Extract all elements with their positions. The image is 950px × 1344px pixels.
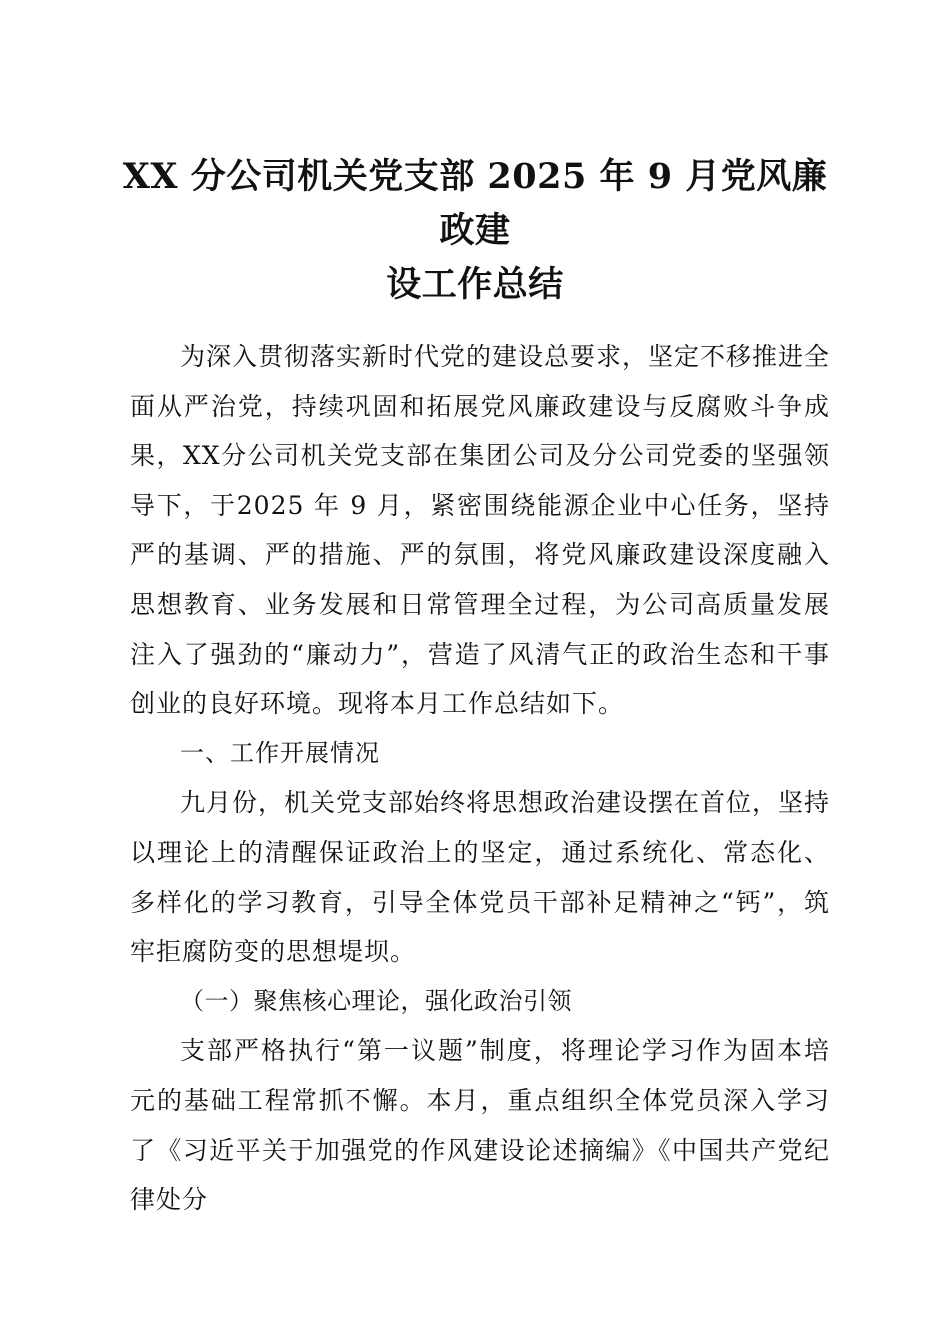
intro-paragraph: 为深入贯彻落实新时代党的建设总要求，坚定不移推进全面从严治党，持续巩固和拓展党风廉政建设与反腐败斗争成果，XX分公司机关党支部在集团公司及分公司党委的坚强领导下，于2025 年 9 月，紧密围绕能源企业中心任务，坚持严的基调、严的措施、严的氛围，将党风廉政建设深度融入思想教育、业务发展和日常管理全过程，为公司高质量发展注入了强劲的“廉动力”，营造了风清气正的政治生态和干事创业的良好环境。现将本月工作总结如下。 <box>130 342 831 719</box>
subsection-paragraph: 支部严格执行“第一议题”制度，将理论学习作为固本培元的基础工程常抓不懈。本月，重点组织全体党员深入学习了《习近平关于加强党的作风建设论述摘编》《中国共产党纪律处分 <box>130 1036 830 1215</box>
document-body <box>130 332 830 1225</box>
title-line-1: XX 分公司机关党支部 2025 年 9 月党风廉政建 <box>122 156 828 251</box>
title-line-2: 设工作总结 <box>386 264 564 305</box>
subsection-heading: （一）聚焦核心理论，强化政治引领 <box>180 986 572 1015</box>
section-paragraph: 九月份，机关党支部始终将思想政治建设摆在首位，坚持以理论上的清醒保证政治上的坚定，通过系统化、常态化、多样化的学习教育，引导全体党员干部补足精神之“钙”，筑牢拒腐防变的思想堤坝。 <box>130 788 831 967</box>
document-title <box>110 150 840 312</box>
section-heading: 一、工作开展情况 <box>180 738 380 767</box>
